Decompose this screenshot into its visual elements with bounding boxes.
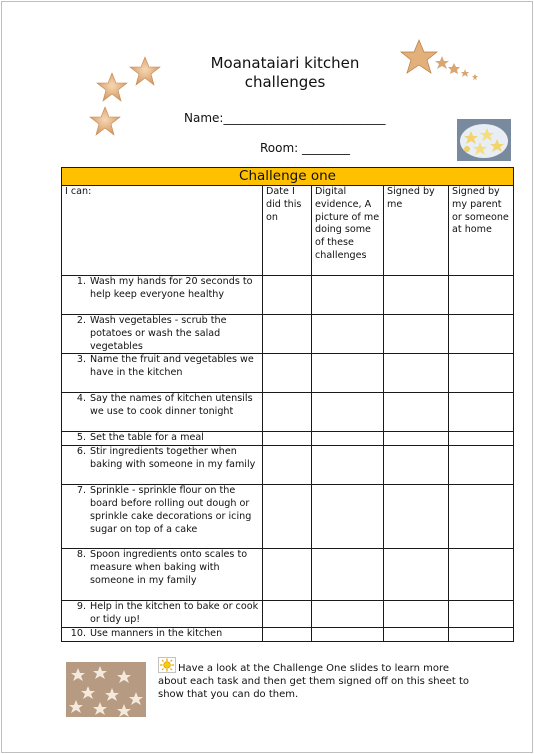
task-text: Use manners in the kitchen	[90, 627, 223, 639]
page-title	[190, 54, 380, 92]
signed-me-cell[interactable]	[384, 354, 449, 393]
evidence-cell[interactable]	[312, 446, 384, 485]
task-cell	[62, 432, 263, 446]
task-text: Stir ingredients together when baking with someone in my family	[90, 446, 256, 470]
task-cell	[62, 393, 263, 432]
table-row	[62, 354, 514, 393]
table-row	[62, 276, 514, 315]
task-number: 10.	[70, 627, 86, 639]
footer-note	[158, 657, 478, 701]
table-row	[62, 627, 514, 641]
date-cell[interactable]	[263, 446, 312, 485]
task-cell	[62, 276, 263, 315]
task-number: 5.	[76, 432, 86, 444]
signed-parent-cell[interactable]	[449, 446, 514, 485]
task-number: 1.	[76, 276, 86, 287]
table-row	[62, 549, 514, 601]
column-header: Digital evidence, A picture of me doing some of these challenges	[312, 186, 384, 276]
cookie-plate-image	[457, 119, 511, 161]
evidence-cell[interactable]	[312, 315, 384, 354]
signed-me-cell[interactable]	[384, 601, 449, 628]
signed-me-cell[interactable]	[384, 627, 449, 641]
date-cell[interactable]	[263, 432, 312, 446]
cookie-stars-image	[88, 55, 168, 140]
column-header: I can:	[62, 186, 263, 276]
table-row	[62, 485, 514, 549]
date-cell[interactable]	[263, 601, 312, 628]
signed-parent-cell[interactable]	[449, 393, 514, 432]
title-line-2: challenges	[244, 73, 326, 91]
date-cell[interactable]	[263, 315, 312, 354]
date-cell[interactable]	[263, 627, 312, 641]
signed-me-cell[interactable]	[384, 549, 449, 601]
evidence-cell[interactable]	[312, 393, 384, 432]
column-header: Date I did this on	[263, 186, 312, 276]
task-text: Spoon ingredients onto scales to measure when baking with someone in my family	[90, 549, 248, 586]
signed-me-cell[interactable]	[384, 446, 449, 485]
task-cell	[62, 485, 263, 549]
evidence-cell[interactable]	[312, 432, 384, 446]
task-cell	[62, 627, 263, 641]
signed-me-cell[interactable]	[384, 485, 449, 549]
column-header: Signed by me	[384, 186, 449, 276]
task-text: Wash my hands for 20 seconds to help keep everyone healthy	[90, 276, 253, 300]
task-text: Wash vegetables - scrub the potatoes or wash the salad vegetables	[90, 315, 227, 352]
date-cell[interactable]	[263, 549, 312, 601]
sun-icon	[158, 657, 176, 673]
signed-parent-cell[interactable]	[449, 354, 514, 393]
table-row	[62, 393, 514, 432]
signed-parent-cell[interactable]	[449, 485, 514, 549]
date-cell[interactable]	[263, 393, 312, 432]
evidence-cell[interactable]	[312, 627, 384, 641]
task-number: 7.	[76, 485, 86, 497]
evidence-cell[interactable]	[312, 601, 384, 628]
table-row	[62, 432, 514, 446]
name-field[interactable]	[184, 111, 385, 125]
task-text: Say the names of kitchen utensils we use to cook dinner tonight	[90, 393, 253, 418]
date-cell[interactable]	[263, 276, 312, 315]
date-cell[interactable]	[263, 354, 312, 393]
signed-me-cell[interactable]	[384, 432, 449, 446]
room-blank[interactable]: ________	[302, 141, 351, 155]
signed-parent-cell[interactable]	[449, 432, 514, 446]
task-number: 3.	[76, 354, 86, 366]
title-line-1: Moanataiari kitchen	[210, 54, 360, 72]
cookie-tray-image	[66, 662, 146, 717]
evidence-cell[interactable]	[312, 485, 384, 549]
signed-parent-cell[interactable]	[449, 601, 514, 628]
challenge-table	[61, 167, 514, 642]
signed-me-cell[interactable]	[384, 315, 449, 354]
room-field[interactable]	[260, 141, 350, 155]
task-number: 4.	[76, 393, 86, 405]
task-text: Name the fruit and vegetables we have in the kitchen	[90, 354, 254, 379]
task-cell	[62, 354, 263, 393]
task-number: 9.	[76, 601, 86, 613]
table-row	[62, 315, 514, 354]
footer-note-text: Have a look at the Challenge One slides to learn more about each task and then get them signed off on this sheet to show that you can do them.	[158, 663, 469, 700]
task-cell	[62, 549, 263, 601]
signed-parent-cell[interactable]	[449, 315, 514, 354]
table-row	[62, 601, 514, 628]
task-number: 6.	[76, 446, 86, 458]
task-number: 2.	[76, 315, 86, 326]
column-header: Signed by my parent or someone at home	[449, 186, 514, 276]
task-cell	[62, 446, 263, 485]
header-row	[62, 186, 514, 276]
signed-me-cell[interactable]	[384, 276, 449, 315]
task-number: 8.	[76, 549, 86, 561]
name-label: Name:	[184, 111, 224, 125]
signed-parent-cell[interactable]	[449, 549, 514, 601]
signed-me-cell[interactable]	[384, 393, 449, 432]
evidence-cell[interactable]	[312, 549, 384, 601]
task-cell	[62, 315, 263, 354]
name-blank[interactable]: ___________________________	[223, 111, 386, 125]
task-text: Help in the kitchen to bake or cook or tidy up!	[90, 601, 259, 625]
date-cell[interactable]	[263, 485, 312, 549]
task-cell	[62, 601, 263, 628]
task-text: Set the table for a meal	[90, 432, 204, 444]
task-text: Sprinkle - sprinkle flour on the board before rolling out dough or sprinkle cake decorations or icing sugar on top of a cake	[90, 485, 252, 535]
room-label: Room:	[260, 141, 299, 155]
challenge-heading: Challenge one	[62, 168, 514, 186]
signed-parent-cell[interactable]	[449, 627, 514, 641]
evidence-cell[interactable]	[312, 354, 384, 393]
shooting-star-cookies-image	[395, 38, 483, 88]
signed-parent-cell[interactable]	[449, 276, 514, 315]
table-row	[62, 446, 514, 485]
evidence-cell[interactable]	[312, 276, 384, 315]
